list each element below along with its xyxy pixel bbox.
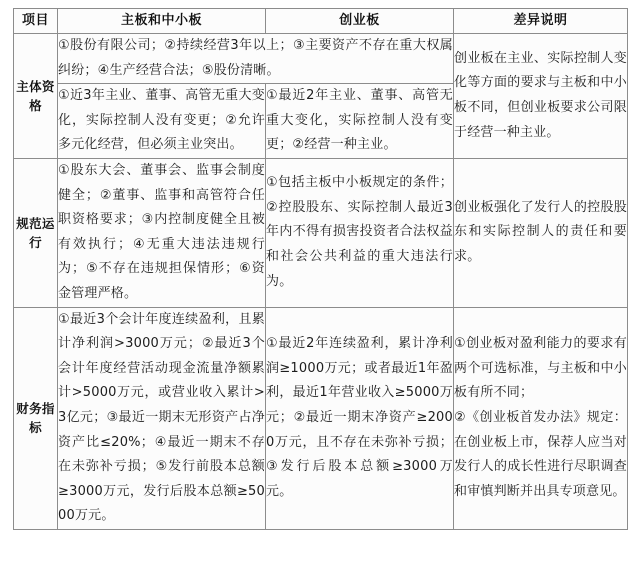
cell-chinext-financial-indicators: ①最近2年连续盈利，累计净利润≥1000万元；或者最近1年盈利，最近1年营业收入≥5000万元；②最近一期末净资产≥2000万元，且不存在未弥补亏损；③发行后股本总额≥3000万元。	[266, 307, 454, 529]
difference-paragraph-1: ①创业板对盈利能力的要求有两个可选标准，与主板和中小板有所不同；	[454, 336, 627, 401]
header-cell-chinext: 创业板	[266, 9, 454, 34]
board-comparison-table	[13, 8, 628, 530]
header-cell-item: 项目	[14, 9, 58, 34]
cell-main-board-standard-operation: ①股东大会、董事会、监事会制度健全；②董事、监事和高管符合任职资格要求；③内控制度健全且被有效执行；④无重大违法违规行为；⑤不存在违规担保情形；⑥资金管理严格。	[58, 158, 266, 307]
difference-paragraph-2: ②《创业板首发办法》规定：在创业板上市，保荐人应当对发行人的成长性进行尽职调查和审慎判断并出具专项意见。	[454, 409, 627, 499]
table-row	[14, 158, 628, 307]
header-cell-main-board: 主板和中小板	[58, 9, 266, 34]
header-cell-difference: 差异说明	[454, 9, 628, 34]
row-label-financial-indicators: 财务指标	[14, 307, 58, 529]
cell-chinext-subject-qualification: ①最近2年主业、董事、高管无重大变化，实际控制人没有变更；②经营一种主业。	[266, 84, 454, 159]
cell-shared-note-subject-qualification: ①股份有限公司；②持续经营3年以上；③主要资产不存在重大权属纠纷；④生产经营合法；⑤股份清晰。	[58, 34, 454, 84]
table-row	[14, 307, 628, 529]
cell-chinext-standard-operation: ①包括主板中小板规定的条件；②控股股东、实际控制人最近3年内不得有损害投资者合法权益和社会公共利益的重大违法行为。	[266, 158, 454, 307]
table-header-row	[14, 9, 628, 34]
table-row	[14, 34, 628, 84]
comparison-table-container	[13, 8, 627, 530]
cell-difference-subject-qualification: 创业板在主业、实际控制人变化等方面的要求与主板和中小板不同，但创业板要求公司限于经营一种主业。	[454, 34, 628, 159]
cell-main-board-subject-qualification: ①近3年主业、董事、高管无重大变化，实际控制人没有变更；②允许多元化经营，但必须主业突出。	[58, 84, 266, 159]
cell-difference-financial-indicators	[454, 307, 628, 529]
cell-main-board-financial-indicators: ①最近3个会计年度连续盈利，且累计净利润>3000万元；②最近3个会计年度经营活动现金流量净额累计>5000万元，或营业收入累计>3亿元；③最近一期末无形资产占净资产比≤20%；④最近一期末不存在未弥补亏损；⑤发行前股本总额≥3000万元，发行后股本总额≥5000万元。	[58, 307, 266, 529]
cell-difference-standard-operation: 创业板强化了发行人的控股股东和实际控制人的责任和要求。	[454, 158, 628, 307]
row-label-subject-qualification: 主体资格	[14, 34, 58, 159]
row-label-standard-operation: 规范运行	[14, 158, 58, 307]
